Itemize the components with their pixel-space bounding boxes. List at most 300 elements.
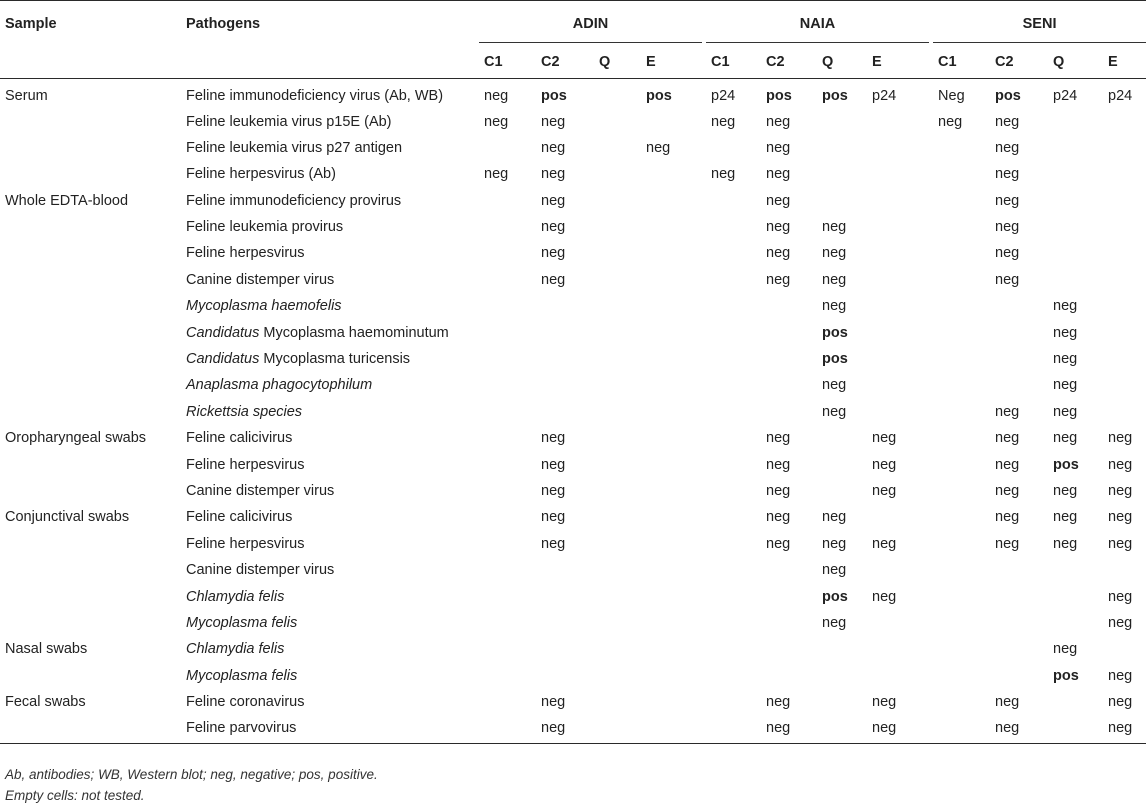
table-row	[0, 293, 1146, 319]
header-seni-c1: C1	[938, 54, 957, 70]
result-naia-c2	[761, 663, 817, 689]
result-adin-c1	[479, 240, 536, 266]
pathogen-cell	[181, 715, 479, 743]
pathogen-name-part: Feline calicivirus	[186, 509, 293, 526]
table-row	[0, 531, 1146, 557]
result-naia-c2: pos	[766, 88, 792, 104]
result-naia-e	[867, 188, 929, 214]
result-adin-c1	[479, 504, 536, 530]
result-naia-e	[867, 372, 929, 398]
table-row	[0, 346, 1146, 372]
pathogen-name-part: Feline herpesvirus	[186, 245, 305, 262]
pathogen-cell	[181, 636, 479, 662]
result-naia-q	[817, 188, 867, 214]
table-row	[0, 610, 1146, 636]
table-row	[0, 689, 1146, 715]
table-row	[0, 135, 1146, 161]
result-adin-c2	[536, 636, 594, 662]
pathogen-cell	[181, 214, 479, 240]
pathogen-name-part: Rickettsia species	[186, 403, 303, 420]
result-adin-c1	[479, 214, 536, 240]
result-seni-e: neg	[1108, 535, 1133, 552]
result-adin-c2: neg	[541, 113, 566, 130]
result-adin-c1	[479, 425, 536, 451]
result-adin-e	[641, 610, 702, 636]
result-seni-c2	[990, 636, 1048, 662]
result-naia-c2	[761, 346, 817, 372]
result-adin-c2	[536, 293, 594, 319]
result-adin-c1	[479, 610, 536, 636]
pathogen-name-part: Feline herpesvirus	[186, 535, 305, 552]
result-seni-c1	[933, 425, 990, 451]
sample-cell: Fecal swabs	[5, 694, 86, 711]
result-naia-e	[867, 214, 929, 240]
result-seni-q: neg	[1053, 324, 1078, 341]
pathogen-name-part: Mycoplasma haemominutum	[259, 324, 449, 341]
result-naia-e	[867, 504, 929, 530]
pathogen-name-part: Chlamydia felis	[186, 641, 285, 658]
table-row	[0, 267, 1146, 293]
sample-cell	[0, 557, 181, 583]
result-adin-q	[594, 663, 641, 689]
pathogen-name-part: Feline leukemia provirus	[186, 219, 344, 236]
result-seni-q	[1048, 689, 1103, 715]
result-naia-e	[867, 399, 929, 425]
result-adin-q	[594, 452, 641, 478]
result-seni-e	[1103, 557, 1146, 583]
pathogen-cell	[181, 557, 479, 583]
result-naia-c1	[706, 372, 761, 398]
header-adin-q: Q	[599, 54, 611, 70]
result-seni-q	[1048, 135, 1103, 161]
result-naia-c1	[706, 320, 761, 346]
result-adin-e	[641, 557, 702, 583]
result-adin-c2: neg	[541, 456, 566, 473]
result-naia-c2	[761, 320, 817, 346]
result-adin-c1	[479, 320, 536, 346]
result-adin-e	[641, 372, 702, 398]
result-seni-c1	[933, 372, 990, 398]
sample-cell	[0, 452, 181, 478]
result-adin-q	[594, 320, 641, 346]
table-row	[0, 109, 1146, 135]
result-adin-c2	[536, 399, 594, 425]
result-seni-e: neg	[1108, 614, 1133, 631]
pathogen-name-part: Mycoplasma felis	[186, 667, 298, 684]
result-adin-c1	[479, 267, 536, 293]
result-adin-q	[594, 372, 641, 398]
result-naia-c2: neg	[766, 271, 791, 288]
result-adin-e	[641, 293, 702, 319]
result-naia-c1	[706, 636, 761, 662]
result-adin-c1	[479, 135, 536, 161]
result-naia-c1	[706, 293, 761, 319]
result-seni-c1	[933, 214, 990, 240]
result-naia-q	[817, 689, 867, 715]
table-row	[0, 399, 1146, 425]
result-naia-e: neg	[872, 694, 897, 711]
result-seni-c1	[933, 267, 990, 293]
sample-cell	[0, 715, 181, 743]
pathogen-cell	[181, 372, 479, 398]
result-naia-c1	[706, 663, 761, 689]
result-adin-c1	[479, 584, 536, 610]
result-seni-c2	[990, 346, 1048, 372]
result-adin-c1: neg	[484, 166, 509, 183]
result-adin-c2	[536, 346, 594, 372]
result-adin-c2	[536, 320, 594, 346]
result-adin-e	[641, 425, 702, 451]
pathogen-name-part: Feline leukemia virus p27 antigen	[186, 139, 403, 156]
result-seni-e: neg	[1108, 588, 1133, 605]
table-row	[0, 161, 1146, 187]
result-adin-c2: neg	[541, 271, 566, 288]
result-adin-e	[641, 188, 702, 214]
header-naia-e: E	[872, 54, 882, 70]
table-row	[0, 79, 1146, 109]
result-naia-c2	[761, 584, 817, 610]
result-seni-q	[1048, 557, 1103, 583]
sample-cell: Nasal swabs	[5, 641, 88, 658]
pathogen-cell	[181, 610, 479, 636]
result-seni-c2	[990, 293, 1048, 319]
result-seni-q	[1048, 715, 1103, 743]
pathogen-cell	[181, 109, 479, 135]
result-naia-c1	[706, 399, 761, 425]
result-adin-q	[594, 161, 641, 187]
result-naia-c1	[706, 610, 761, 636]
result-seni-c1	[933, 293, 990, 319]
result-naia-e: neg	[872, 588, 897, 605]
result-seni-c2: neg	[995, 430, 1020, 447]
result-seni-e	[1103, 372, 1146, 398]
result-naia-q: neg	[822, 562, 847, 579]
result-seni-c1	[933, 135, 990, 161]
pathogen-name-part: Mycoplasma turicensis	[259, 351, 411, 368]
result-naia-c2: neg	[766, 535, 791, 552]
result-adin-c1	[479, 452, 536, 478]
pathogen-cell	[181, 689, 479, 715]
pathogen-name-part: Feline leukemia virus p15E (Ab)	[186, 113, 392, 130]
table-row	[0, 320, 1146, 346]
result-naia-e	[867, 346, 929, 372]
result-adin-c1	[479, 293, 536, 319]
result-seni-q: neg	[1053, 509, 1078, 526]
result-adin-c2: neg	[541, 219, 566, 236]
result-seni-c2: neg	[995, 166, 1020, 183]
header-naia-c2: C2	[766, 54, 785, 70]
result-adin-c1	[479, 372, 536, 398]
result-seni-q: neg	[1053, 535, 1078, 552]
result-naia-e: p24	[872, 88, 897, 104]
result-adin-c2: neg	[541, 482, 566, 499]
sample-cell	[0, 478, 181, 504]
pathogen-name-part: Canine distemper virus	[186, 562, 335, 579]
result-adin-q	[594, 399, 641, 425]
header-seni-q: Q	[1053, 54, 1065, 70]
result-adin-c1	[479, 188, 536, 214]
result-adin-q	[594, 584, 641, 610]
result-seni-c1	[933, 610, 990, 636]
sample-cell: Whole EDTA-blood	[5, 192, 129, 209]
sample-cell	[0, 135, 181, 161]
result-adin-q	[594, 188, 641, 214]
result-naia-c1	[706, 504, 761, 530]
result-seni-c1	[933, 346, 990, 372]
header-adin-e: E	[646, 54, 656, 70]
result-naia-c2	[761, 293, 817, 319]
pathogen-name-part: Feline immunodeficiency virus (Ab, WB)	[186, 88, 444, 104]
sample-cell	[0, 372, 181, 398]
table-row	[0, 636, 1146, 662]
result-adin-e	[641, 663, 702, 689]
result-seni-q	[1048, 161, 1103, 187]
result-adin-q	[594, 109, 641, 135]
result-adin-q	[594, 135, 641, 161]
result-naia-c1	[706, 715, 761, 743]
result-naia-e	[867, 109, 929, 135]
result-seni-q	[1048, 610, 1103, 636]
result-naia-q	[817, 425, 867, 451]
table-row	[0, 425, 1146, 451]
sample-cell	[0, 663, 181, 689]
result-naia-q: pos	[822, 351, 848, 368]
pathogen-name-part: Mycoplasma haemofelis	[186, 298, 342, 315]
result-adin-c1	[479, 636, 536, 662]
result-naia-e	[867, 320, 929, 346]
table-row	[0, 557, 1146, 583]
result-naia-c2: neg	[766, 219, 791, 236]
result-naia-q: neg	[822, 535, 847, 552]
result-seni-c1	[933, 188, 990, 214]
result-adin-q	[594, 267, 641, 293]
result-naia-c2	[761, 636, 817, 662]
result-seni-e: p24	[1108, 88, 1133, 104]
result-seni-c1	[933, 584, 990, 610]
result-adin-c2: neg	[541, 245, 566, 262]
result-seni-e: neg	[1108, 694, 1133, 711]
result-seni-q	[1048, 188, 1103, 214]
result-adin-e	[641, 240, 702, 266]
result-adin-c1: neg	[484, 113, 509, 130]
result-seni-c1	[933, 715, 990, 743]
pathogen-name-part: Feline herpesvirus	[186, 456, 305, 473]
pathogen-name-part: Feline immunodeficiency provirus	[186, 192, 402, 209]
sample-cell	[0, 346, 181, 372]
result-naia-c1	[706, 584, 761, 610]
result-naia-q: pos	[822, 88, 848, 104]
pathogen-cell	[181, 452, 479, 478]
result-seni-e	[1103, 135, 1146, 161]
header-naia-c1: C1	[711, 54, 730, 70]
result-seni-q: neg	[1053, 351, 1078, 368]
result-seni-q: neg	[1053, 377, 1078, 394]
result-naia-q: neg	[822, 614, 847, 631]
result-naia-e	[867, 610, 929, 636]
result-naia-c1	[706, 452, 761, 478]
result-seni-c1	[933, 663, 990, 689]
result-adin-c1	[479, 557, 536, 583]
pathogen-cell	[181, 531, 479, 557]
footnote-empty-cells: Empty cells: not tested.	[5, 788, 145, 803]
result-adin-c2: neg	[541, 535, 566, 552]
result-naia-c1	[706, 689, 761, 715]
result-adin-e	[641, 320, 702, 346]
sample-cell	[0, 214, 181, 240]
result-naia-c2	[761, 372, 817, 398]
result-adin-q	[594, 531, 641, 557]
result-naia-c1	[706, 425, 761, 451]
result-seni-e: neg	[1108, 720, 1133, 737]
result-naia-q: pos	[822, 324, 848, 341]
pathogen-cell	[181, 161, 479, 187]
result-seni-c2: neg	[995, 271, 1020, 288]
result-seni-c2: neg	[995, 139, 1020, 156]
header-adin-c1: C1	[484, 54, 503, 70]
result-adin-e	[641, 689, 702, 715]
result-adin-q	[594, 240, 641, 266]
header-seni-c2: C2	[995, 54, 1014, 70]
result-adin-c2	[536, 584, 594, 610]
result-naia-e: neg	[872, 456, 897, 473]
sample-cell: Serum	[5, 88, 48, 104]
result-naia-c1	[706, 346, 761, 372]
pathogen-name-part: Chlamydia felis	[186, 588, 285, 605]
sample-cell	[0, 584, 181, 610]
result-naia-c1: p24	[711, 88, 736, 104]
result-seni-e	[1103, 293, 1146, 319]
result-naia-c1	[706, 240, 761, 266]
result-naia-e	[867, 557, 929, 583]
result-adin-c2: neg	[541, 192, 566, 209]
result-adin-e	[641, 584, 702, 610]
result-seni-c2: neg	[995, 535, 1020, 552]
table-row	[0, 214, 1146, 240]
result-naia-c2: neg	[766, 456, 791, 473]
result-naia-q: pos	[822, 588, 848, 605]
result-naia-c2: neg	[766, 694, 791, 711]
result-seni-c2: neg	[995, 720, 1020, 737]
result-naia-c1	[706, 267, 761, 293]
result-naia-c2: neg	[766, 192, 791, 209]
result-naia-e	[867, 240, 929, 266]
pathogen-cell	[181, 79, 479, 109]
result-seni-q: neg	[1053, 482, 1078, 499]
table-row	[0, 715, 1146, 743]
header-naia-q: Q	[822, 54, 834, 70]
result-seni-q: pos	[1053, 456, 1079, 473]
result-adin-q	[594, 689, 641, 715]
sample-cell	[0, 240, 181, 266]
result-adin-c1	[479, 399, 536, 425]
sample-cell	[0, 399, 181, 425]
result-naia-c1	[706, 188, 761, 214]
result-seni-c2: neg	[995, 219, 1020, 236]
table-row	[0, 504, 1146, 530]
result-adin-c2: pos	[541, 88, 567, 104]
table-body	[0, 79, 1146, 744]
result-naia-e	[867, 663, 929, 689]
result-seni-e	[1103, 109, 1146, 135]
result-naia-q	[817, 452, 867, 478]
result-adin-c2: neg	[541, 720, 566, 737]
result-adin-c2	[536, 610, 594, 636]
result-adin-c2: neg	[541, 166, 566, 183]
result-seni-c1: Neg	[938, 88, 965, 104]
table-row	[0, 452, 1146, 478]
result-naia-e: neg	[872, 720, 897, 737]
result-naia-c2	[761, 610, 817, 636]
result-adin-e	[641, 214, 702, 240]
result-adin-q	[594, 346, 641, 372]
result-naia-e: neg	[872, 430, 897, 447]
result-naia-c2: neg	[766, 430, 791, 447]
result-naia-q	[817, 478, 867, 504]
table-row	[0, 584, 1146, 610]
result-seni-q: neg	[1053, 403, 1078, 420]
result-adin-c2	[536, 663, 594, 689]
result-naia-q: neg	[822, 403, 847, 420]
result-naia-q	[817, 161, 867, 187]
pathogen-name-part: Feline parvovirus	[186, 720, 297, 737]
pathogen-cell	[181, 267, 479, 293]
result-seni-c2	[990, 557, 1048, 583]
result-seni-c2	[990, 372, 1048, 398]
result-seni-q	[1048, 214, 1103, 240]
sample-cell: Oropharyngeal swabs	[5, 430, 147, 447]
result-seni-c1	[933, 240, 990, 266]
result-seni-e	[1103, 240, 1146, 266]
pathogen-cell	[181, 478, 479, 504]
result-seni-c2: neg	[995, 509, 1020, 526]
table-row	[0, 478, 1146, 504]
result-adin-q	[594, 557, 641, 583]
result-adin-e	[641, 267, 702, 293]
result-adin-e	[641, 452, 702, 478]
footnote-abbreviations: Ab, antibodies; WB, Western blot; neg, negative; pos, positive.	[5, 767, 378, 782]
result-naia-e: neg	[872, 535, 897, 552]
result-seni-e: neg	[1108, 456, 1133, 473]
result-adin-c2: neg	[541, 139, 566, 156]
header-adin-c2: C2	[541, 54, 560, 70]
result-seni-c2	[990, 610, 1048, 636]
header-seni-e: E	[1108, 54, 1118, 70]
result-naia-q	[817, 109, 867, 135]
header-pathogens: Pathogens	[186, 16, 261, 32]
pathogen-name-part: Canine distemper virus	[186, 271, 335, 288]
result-seni-e	[1103, 267, 1146, 293]
result-naia-e	[867, 636, 929, 662]
result-seni-c1	[933, 531, 990, 557]
pathogen-cell	[181, 504, 479, 530]
result-seni-c1	[933, 636, 990, 662]
result-adin-q	[594, 293, 641, 319]
result-seni-c2: neg	[995, 694, 1020, 711]
result-seni-q	[1048, 109, 1103, 135]
result-adin-e	[641, 504, 702, 530]
result-naia-c1: neg	[711, 166, 736, 183]
result-seni-c1	[933, 399, 990, 425]
result-seni-q	[1048, 267, 1103, 293]
pathogen-name-part: Feline coronavirus	[186, 694, 305, 711]
result-naia-q: neg	[822, 509, 847, 526]
result-adin-q	[594, 610, 641, 636]
pathogen-cell	[181, 399, 479, 425]
result-seni-c2: neg	[995, 456, 1020, 473]
result-seni-c2	[990, 584, 1048, 610]
result-adin-c2	[536, 372, 594, 398]
result-seni-q: neg	[1053, 430, 1078, 447]
